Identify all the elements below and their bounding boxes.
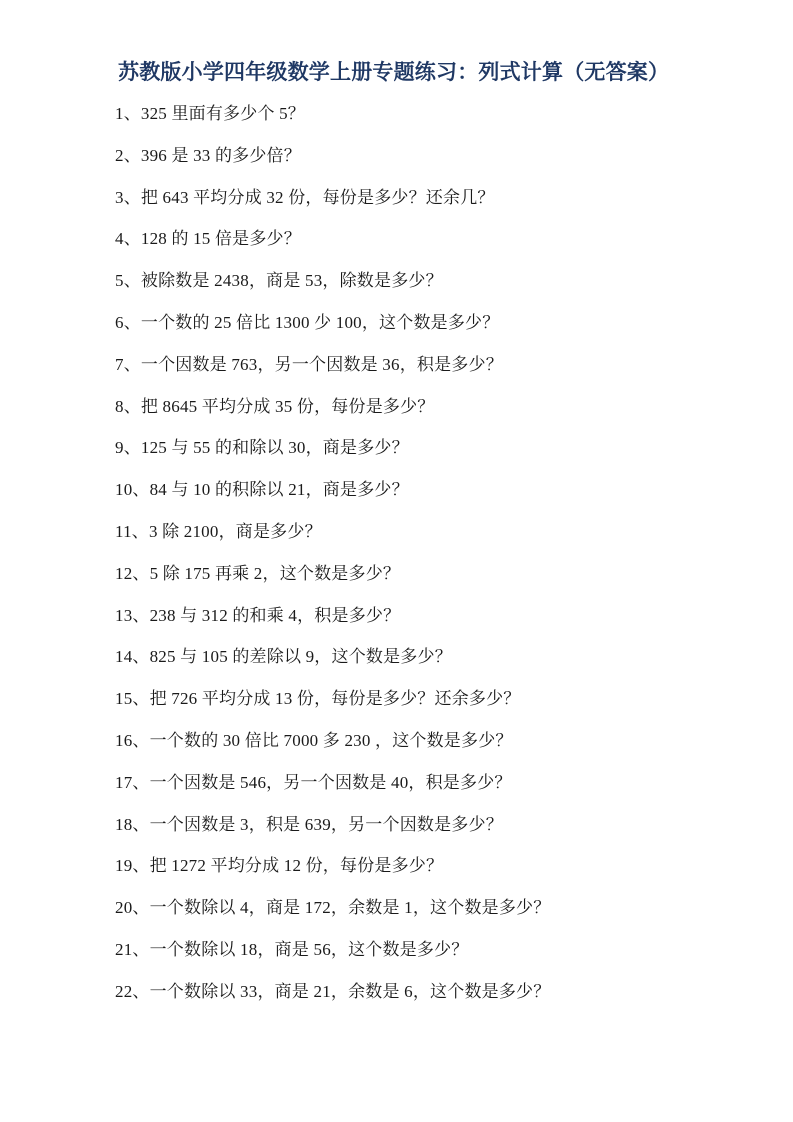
question-3: 3、把 643 平均分成 32 份，每份是多少？还余几？ bbox=[115, 187, 495, 207]
question-22: 22、一个数除以 33，商是 21，余数是 6，这个数是多少？ bbox=[115, 981, 551, 1001]
question-14: 14、825 与 105 的差除以 9，这个数是多少？ bbox=[115, 647, 452, 667]
question-6: 6、一个数的 25 倍比 1300 少 100，这个数是多少？ bbox=[115, 312, 500, 332]
question-12: 12、5 除 175 再乘 2，这个数是多少？ bbox=[115, 563, 401, 583]
question-7: 7、一个因数是 763，另一个因数是 36，积是多少？ bbox=[115, 354, 503, 374]
question-9: 9、125 与 55 的和除以 30，商是多少？ bbox=[115, 438, 409, 458]
question-17: 17、一个因数是 546，另一个因数是 40，积是多少？ bbox=[115, 772, 512, 792]
question-2: 2、396 是 33 的多少倍？ bbox=[115, 145, 301, 165]
worksheet-title: 苏教版小学四年级数学上册专题练习：列式计算（无答案） bbox=[118, 60, 670, 84]
question-8: 8、把 8645 平均分成 35 份，每份是多少？ bbox=[115, 396, 435, 416]
question-10: 10、84 与 10 的积除以 21，商是多少？ bbox=[115, 480, 409, 500]
question-13: 13、238 与 312 的和乘 4，积是多少？ bbox=[115, 605, 401, 625]
question-18: 18、一个因数是 3，积是 639，另一个因数是多少？ bbox=[115, 814, 503, 834]
question-5: 5、被除数是 2438，商是 53，除数是多少？ bbox=[115, 271, 443, 291]
question-list bbox=[115, 93, 733, 1013]
question-16: 16、一个数的 30 倍比 7000 多 230 ，这个数是多少？ bbox=[115, 730, 513, 750]
question-21: 21、一个数除以 18，商是 56，这个数是多少？ bbox=[115, 939, 469, 959]
question-4: 4、128 的 15 倍是多少？ bbox=[115, 229, 301, 249]
question-20: 20、一个数除以 4，商是 172，余数是 1，这个数是多少？ bbox=[115, 898, 551, 918]
question-19: 19、把 1272 平均分成 12 份，每份是多少？ bbox=[115, 856, 444, 876]
question-11: 11、3 除 2100，商是多少？ bbox=[115, 521, 322, 541]
question-1: 1、325 里面有多少个 5？ bbox=[115, 104, 305, 123]
question-15: 15、把 726 平均分成 13 份，每份是多少？还余多少？ bbox=[115, 689, 521, 709]
